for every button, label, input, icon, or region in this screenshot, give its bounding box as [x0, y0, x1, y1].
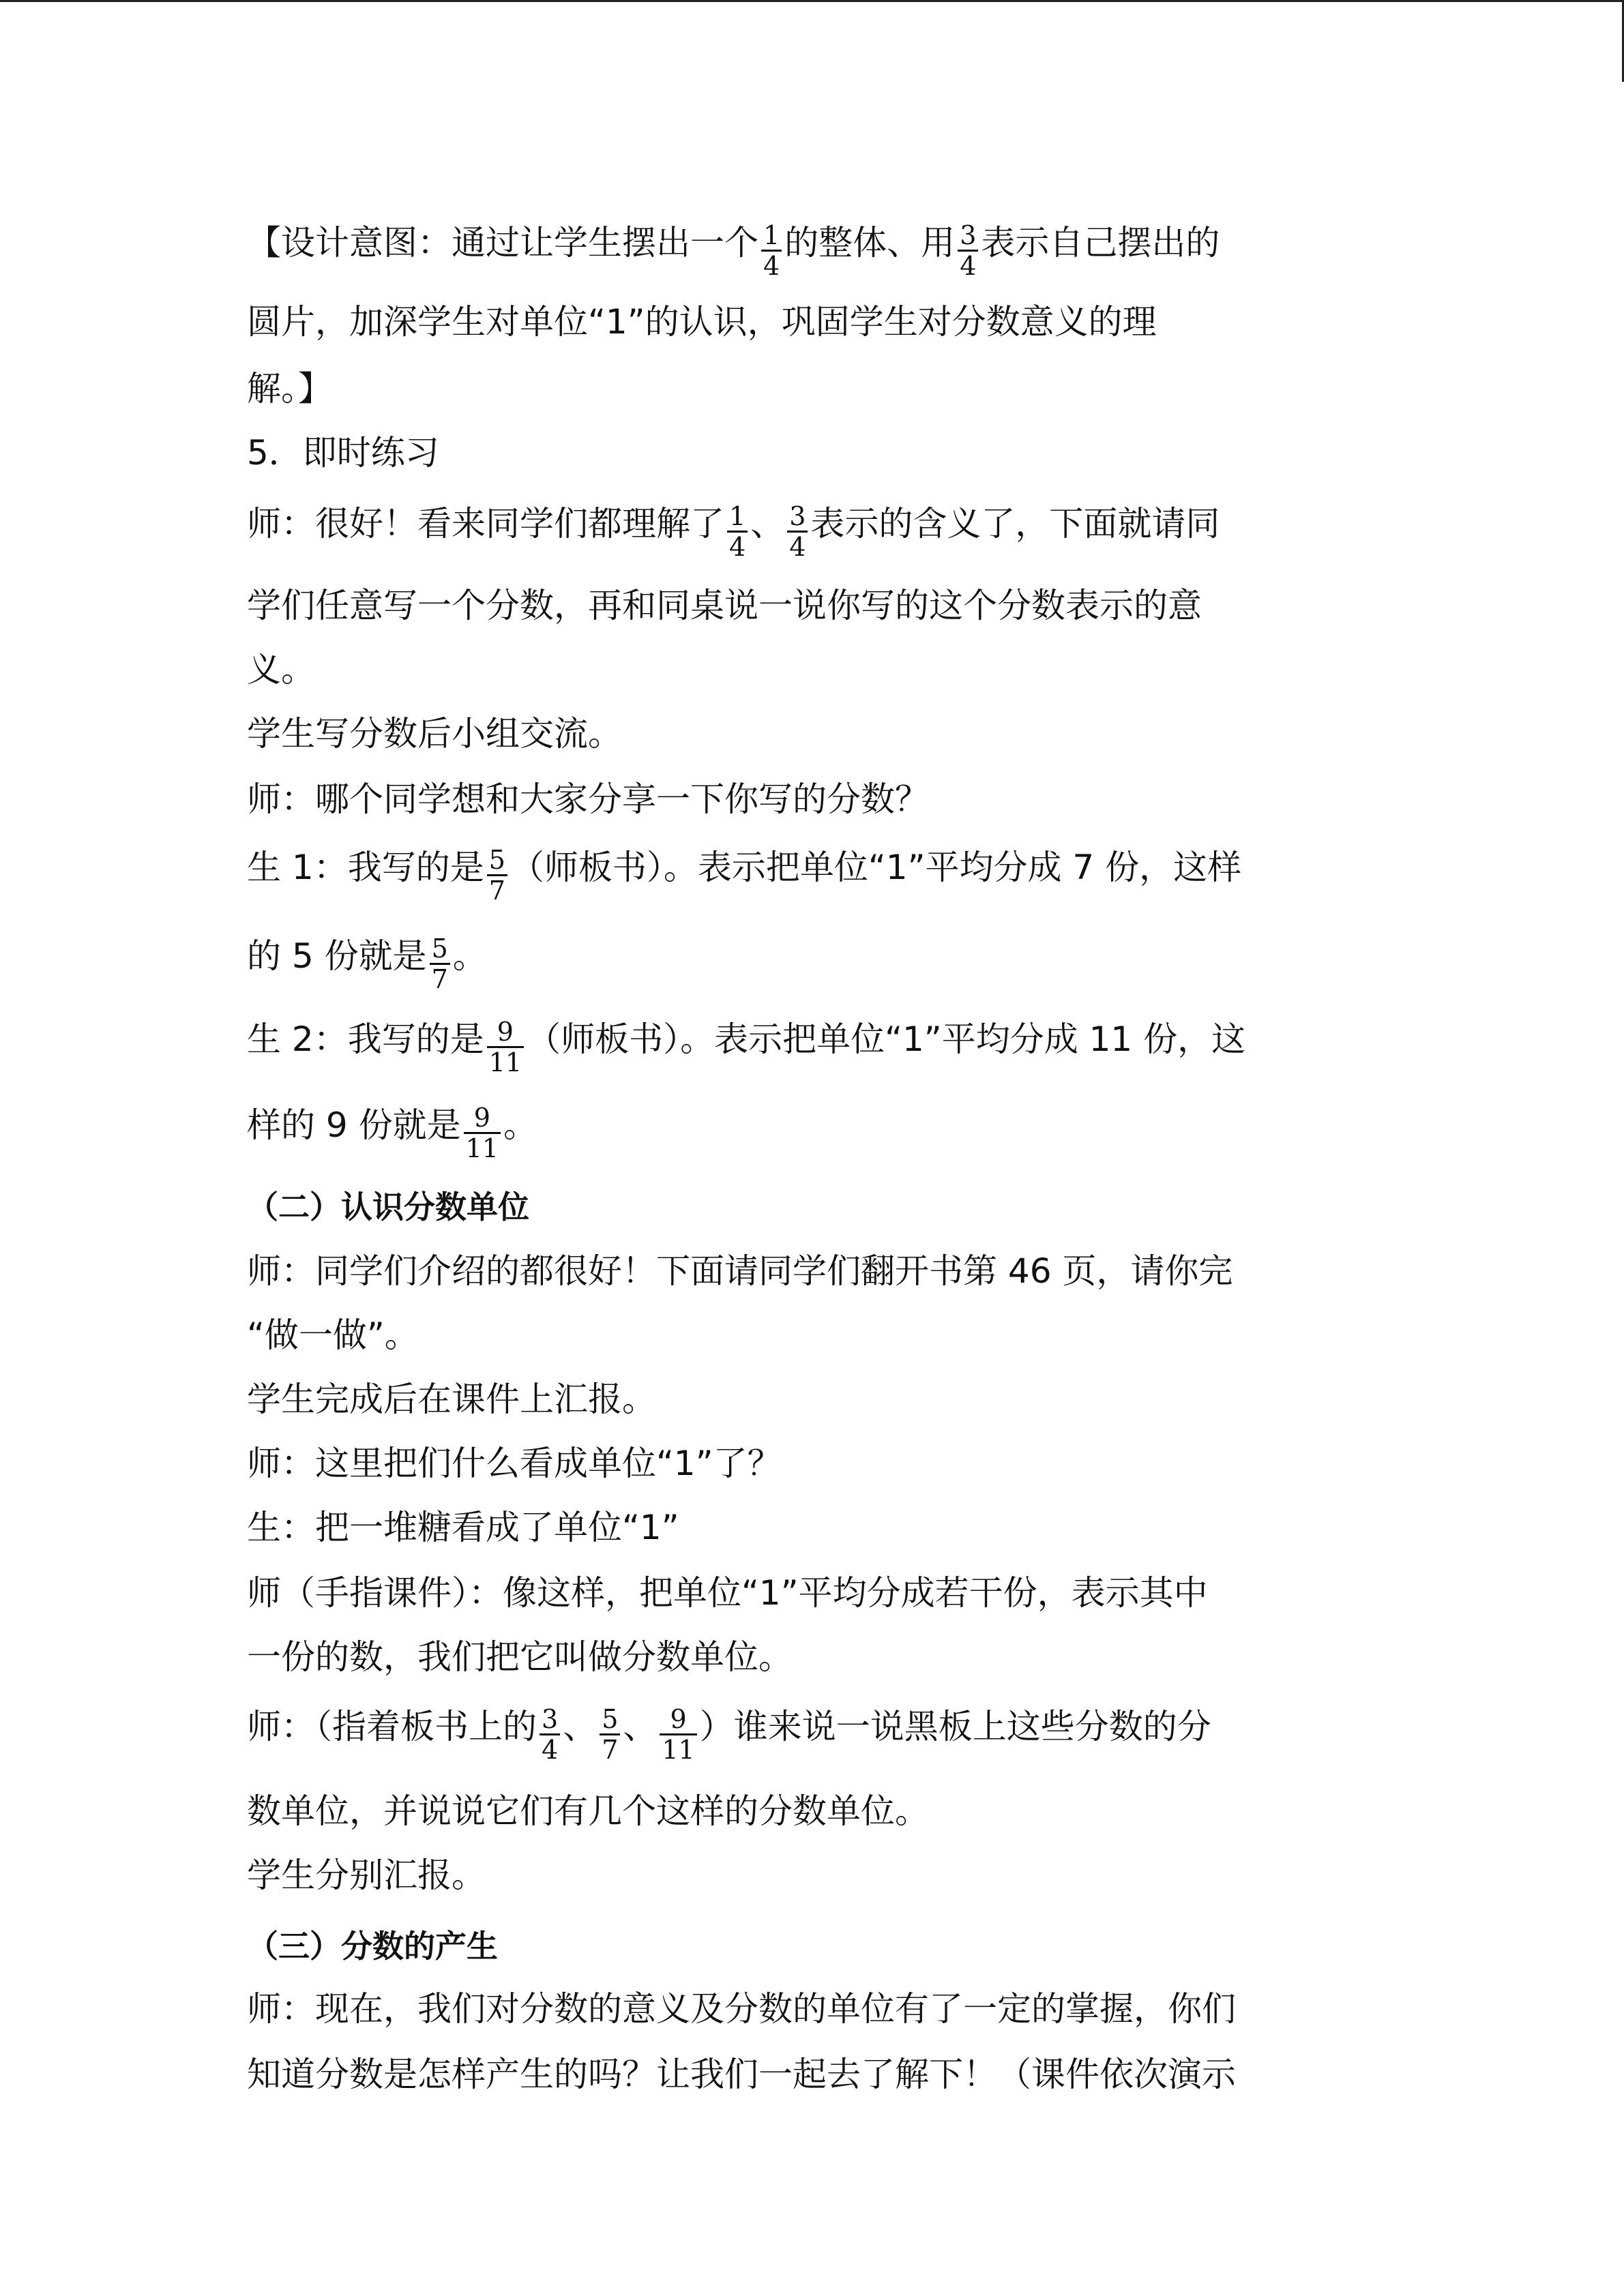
text-segment: 样的 9 份就是 — [247, 1105, 461, 1145]
fraction-5-7 — [430, 934, 450, 994]
student-1-answer-cont — [247, 929, 487, 994]
fraction-3-4 — [958, 221, 978, 280]
text-segment: ）谁来说一说黑板上这些分数的分 — [699, 1707, 1211, 1746]
teacher-board-fractions — [247, 1699, 1211, 1765]
fraction-5-7 — [600, 1705, 620, 1764]
fraction-3-4 — [540, 1705, 560, 1764]
fraction-9-11 — [464, 1103, 501, 1163]
page-top-border — [0, 0, 1624, 2]
text-segment: 、 — [750, 504, 785, 543]
text-segment: 。 — [452, 936, 487, 976]
student-2-answer-cont — [247, 1098, 537, 1163]
text-segment: （师板书）。表示把单位“1”平均分成 11 份，这 — [527, 1019, 1246, 1059]
text-segment: 师：（指着板书上的 — [247, 1707, 537, 1746]
text-segment: 表示自己摆出的 — [981, 223, 1220, 263]
body-line: 数单位，并说说它们有几个这样的分数单位。 — [247, 1791, 929, 1831]
design-intent-line-2: 圆片，加深学生对单位“1”的认识，巩固学生对分数意义的理 — [247, 302, 1157, 342]
fraction-denominator: 4 — [960, 251, 977, 281]
fraction-numerator: 1 — [727, 502, 748, 533]
text-segment: 、 — [623, 1707, 658, 1746]
body-line: 学生分别汇报。 — [247, 1855, 486, 1895]
body-line: 学生完成后在课件上汇报。 — [247, 1380, 656, 1419]
text-segment: 的整体、用 — [784, 223, 956, 263]
fraction-9-11 — [487, 1017, 524, 1077]
fraction-9-11 — [660, 1705, 696, 1764]
text-segment: 【设计意图：通过让学生摆出一个 — [247, 223, 758, 263]
fraction-denominator: 4 — [763, 251, 780, 281]
fraction-denominator: 11 — [662, 1735, 695, 1765]
text-segment: 师：很好！看来同学们都理解了 — [247, 504, 724, 543]
body-line: 生：把一堆糖看成了单位“1” — [247, 1508, 679, 1547]
text-segment: 生 2：我写的是 — [247, 1019, 484, 1059]
body-line: 学们任意写一个分数，再和同桌说一说你写的这个分数表示的意 — [247, 586, 1202, 625]
fraction-numerator: 5 — [487, 846, 507, 876]
text-segment: 表示的含义了，下面就请同 — [810, 504, 1220, 543]
fraction-numerator: 3 — [787, 502, 808, 533]
fraction-denominator: 11 — [488, 1047, 522, 1077]
body-line: “做一做”。 — [247, 1315, 419, 1355]
fraction-numerator: 5 — [600, 1705, 620, 1735]
text-segment: 。 — [503, 1105, 537, 1145]
design-intent-line-3: 解。】 — [247, 369, 332, 408]
body-line: 师（手指课件）：像这样，把单位“1”平均分成若干份，表示其中 — [247, 1573, 1208, 1613]
text-segment: 、 — [563, 1707, 597, 1746]
fraction-1-4 — [727, 502, 748, 561]
fraction-numerator: 5 — [430, 934, 450, 965]
body-line: 师：现在，我们对分数的意义及分数的单位有了一定的掌握，你们 — [247, 1989, 1236, 2029]
fraction-numerator: 9 — [487, 1017, 524, 1048]
body-line: 知道分数是怎样产生的吗？让我们一起去了解下！（课件依次演示 — [247, 2055, 1236, 2094]
fraction-denominator: 7 — [602, 1735, 619, 1765]
fraction-numerator: 3 — [958, 221, 978, 252]
fraction-1-4 — [761, 221, 782, 280]
fraction-numerator: 9 — [464, 1103, 501, 1134]
student-2-answer — [247, 1012, 1246, 1077]
text-segment: 的 5 份就是 — [247, 936, 427, 976]
section-heading-origin-of-fractions: （三）分数的产生 — [247, 1928, 498, 1965]
body-line: 师：同学们介绍的都很好！下面请同学们翻开书第 46 页，请你完 — [247, 1251, 1233, 1291]
fraction-numerator: 1 — [761, 221, 782, 252]
fraction-denominator: 7 — [431, 964, 448, 994]
fraction-numerator: 3 — [540, 1705, 560, 1735]
body-line: 师：这里把们什么看成单位“1”了？ — [247, 1444, 782, 1483]
text-segment: （师板书）。表示把单位“1”平均分成 7 份，这样 — [510, 848, 1242, 887]
body-line: 一份的数，我们把它叫做分数单位。 — [247, 1637, 793, 1677]
fraction-denominator: 4 — [542, 1735, 559, 1765]
fraction-3-4 — [787, 502, 808, 561]
fraction-numerator: 9 — [660, 1705, 696, 1735]
body-line: 义。 — [247, 650, 315, 689]
fraction-denominator: 7 — [488, 876, 505, 906]
teacher-line-understood — [247, 496, 1220, 562]
fraction-denominator: 11 — [465, 1133, 499, 1163]
fraction-denominator: 4 — [789, 532, 806, 562]
body-line: 师：哪个同学想和大家分享一下你写的分数？ — [247, 779, 929, 819]
fraction-denominator: 4 — [729, 532, 746, 562]
fraction-5-7 — [487, 846, 507, 905]
text-segment: 生 1：我写的是 — [247, 848, 484, 887]
section-heading-instant-practice: 5．即时练习 — [247, 433, 439, 473]
section-heading-fraction-unit: （二）认识分数单位 — [247, 1189, 529, 1225]
design-intent-line-1 — [247, 215, 1220, 281]
student-1-answer — [247, 840, 1242, 906]
body-line: 学生写分数后小组交流。 — [247, 714, 622, 754]
